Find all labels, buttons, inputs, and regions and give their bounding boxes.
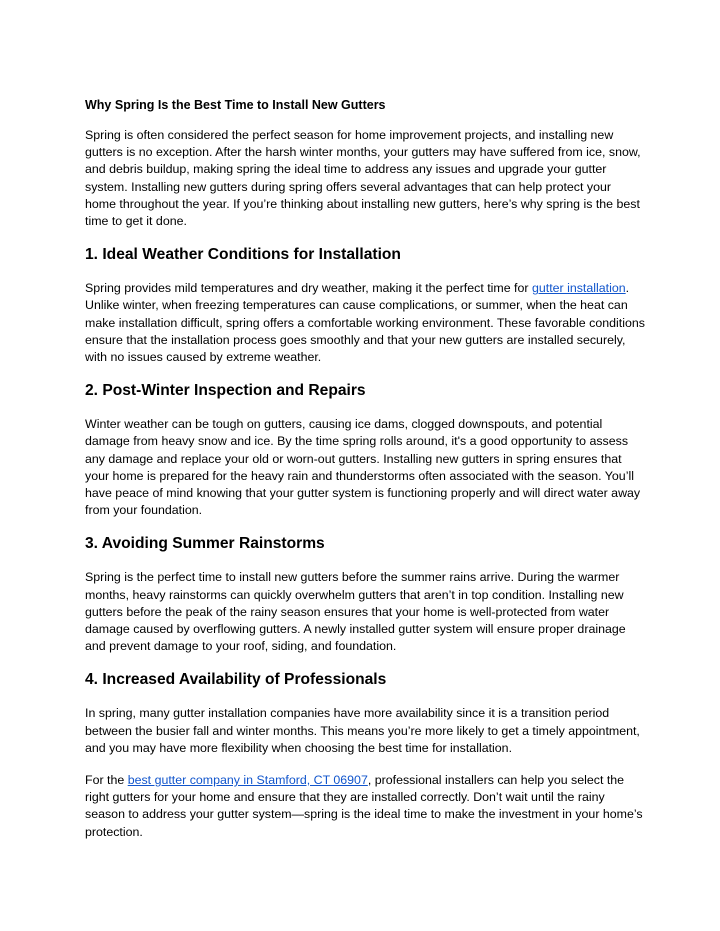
closing-paragraph [85, 772, 645, 841]
document-body [85, 97, 645, 856]
section-4-paragraph: In spring, many gutter installation companies have more availability since it is a transition period between the busier fall and winter months. This means you’re more likely to get a timely appointment, and you may have more flexibility when choosing the best time for installation. [85, 706, 640, 755]
gutter-installation-link[interactable]: gutter installation [531, 281, 626, 296]
section-1-text-before-link: Spring provides mild temperatures and dry weather, making it the perfect time for [85, 281, 532, 296]
section-2-heading: 2. Post-Winter Inspection and Repairs [85, 382, 366, 400]
section-1-heading: 1. Ideal Weather Conditions for Installation [85, 246, 401, 264]
best-gutter-company-link[interactable]: best gutter company in Stamford, CT 06907 [127, 773, 368, 788]
document-title: Why Spring Is the Best Time to Install New Gutters [85, 98, 386, 112]
intro-paragraph: Spring is often considered the perfect season for home improvement projects, and installing new gutters is no exception. After the harsh winter months, your gutters may have suffered from ice, snow, and debris buildup, making spring the ideal time to address any issues and upgrade your gutter system. Installing new gutters during spring offers several advantages that can help protect your home throughout the year. If you’re thinking about installing new gutters, here’s why spring is the best time to get it done. [85, 128, 641, 229]
section-4-heading: 4. Increased Availability of Professionals [85, 671, 387, 689]
section-2-paragraph: Winter weather can be tough on gutters, causing ice dams, clogged downspouts, and potential damage from heavy snow and ice. By the time spring rolls around, it's a good opportunity to assess any damage and replace your old or worn-out gutters. Installing new gutters in spring ensures that your home is prepared for the heavy rain and thunderstorms often associated with the season. You’ll have peace of mind knowing that your gutter system is functioning properly and will direct water away from your foundation. [85, 417, 641, 518]
section-3-heading: 3. Avoiding Summer Rainstorms [85, 535, 325, 553]
section-3-paragraph: Spring is the perfect time to install new gutters before the summer rains arrive. During the warmer months, heavy rainstorms can quickly overwhelm gutters that aren’t in top condition. Installing new gutters before the peak of the rainy season ensures that your home is well-protected from water damage caused by overflowing gutters. A newly installed gutter system will ensure proper drainage and prevent damage to your roof, siding, and foundation. [85, 570, 626, 654]
section-1-text-after-link: . Unlike winter, when freezing temperatures can cause complications, or summer, when the heat can make installation difficult, spring offers a comfortable working environment. These favorable conditions ensure that the installation process goes smoothly and that your new gutters are installed securely, with no issues caused by extreme weather. [85, 281, 645, 365]
closing-text-after-link: , professional installers can help you select the right gutters for your home and ensure that they are installed correctly. Don’t wait until the rainy season to address your gutter system—spring is the ideal time to make the investment in your home’s protection. [85, 773, 643, 839]
section-1-paragraph [85, 280, 645, 366]
closing-text-before-link: For the [85, 773, 128, 788]
